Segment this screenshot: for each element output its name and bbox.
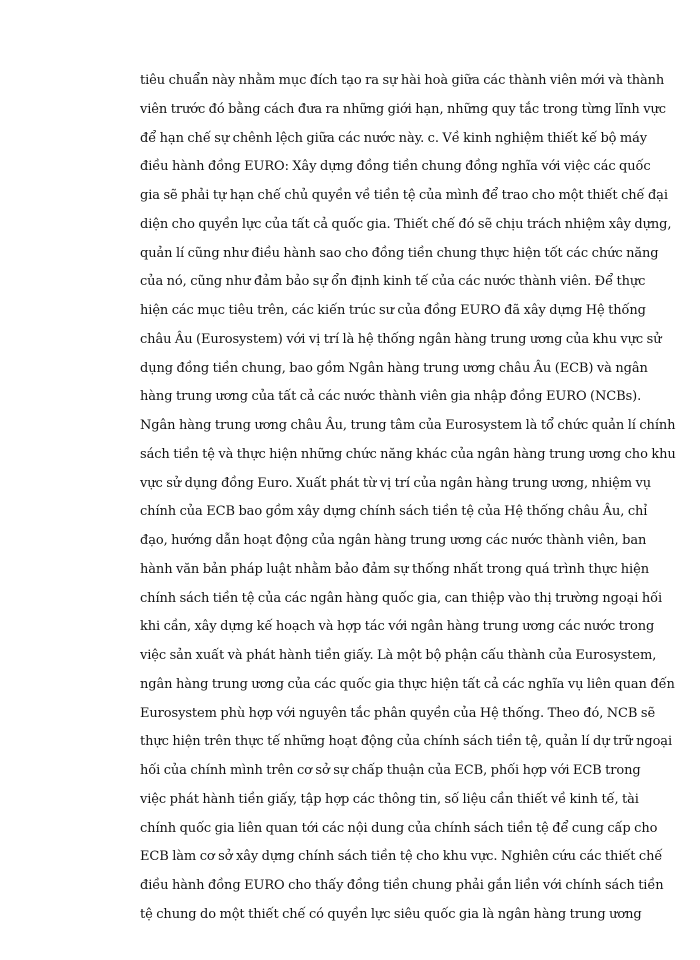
text-line: để hạn chế sự chênh lệch giữa các nước này. c. Về kinh nghiệm thiết kế bộ máy <box>140 130 648 146</box>
text-line: của nó, cũng như đảm bảo sự ổn định kinh tế của các nước thành viên. Để thực <box>140 274 646 290</box>
text-line: dụng đồng tiền chung, bao gồm Ngân hàng trung ương châu Âu (ECB) và ngân <box>140 360 648 376</box>
text-line: đạo, hướng dẫn hoạt động của ngân hàng trung ương các nước thành viên, ban <box>140 533 647 548</box>
text-line: chính sách tiền tệ của các ngân hàng quốc gia, can thiệp vào thị trường ngoại hối <box>140 590 663 606</box>
text-line: chính quốc gia liên quan tới các nội dung của chính sách tiền tệ để cung cấp cho <box>140 820 658 836</box>
text-line: tệ chung do một thiết chế có quyền lực siêu quốc gia là ngân hàng trung ương <box>140 906 642 922</box>
text-line: hối của chính mình trên cơ sở sự chấp thuận của ECB, phối hợp với ECB trong <box>140 763 641 778</box>
text-line: chính của ECB bao gồm xây dựng chính sách tiền tệ của Hệ thống châu Âu, chỉ <box>140 504 648 520</box>
text-line: quản lí cũng như điều hành sao cho đồng tiền chung thực hiện tốt các chức năng <box>140 245 659 261</box>
text-line: việc sản xuất và phát hành tiền giấy. Là một bộ phận cấu thành của Eurosystem, <box>140 648 657 663</box>
text-line: hành văn bản pháp luật nhằm bảo đảm sự thống nhất trong quá trình thực hiện <box>140 561 649 577</box>
text-line: Ngân hàng trung ương châu Âu, trung tâm của Eurosystem là tổ chức quản lí chính <box>140 418 676 433</box>
text-line: việc phát hành tiền giấy, tập hợp các thông tin, số liệu cần thiết về kinh tế, tài <box>140 791 639 807</box>
text-line: tiêu chuẩn này nhằm mục đích tạo ra sự hài hoà giữa các thành viên mới và thành <box>140 73 665 88</box>
text-line: gia sẽ phải tự hạn chế chủ quyền về tiền tệ của mình để trao cho một thiết chế đại <box>140 188 668 203</box>
text-line: châu Âu (Eurosystem) với vị trí là hệ thống ngân hàng trung ương của khu vực sử <box>140 331 662 347</box>
body-text <box>140 67 676 930</box>
text-line: diện cho quyền lực của tất cả quốc gia. Thiết chế đó sẽ chịu trách nhiệm xây dựng, <box>140 216 672 232</box>
text-line: viên trước đó bằng cách đưa ra những giới hạn, những quy tắc trong từng lĩnh vực <box>140 101 666 117</box>
text-line: sách tiền tệ và thực hiện những chức năng khác của ngân hàng trung ương cho khu <box>140 446 676 462</box>
text-line: điều hành đồng EURO: Xây dựng đồng tiền chung đồng nghĩa với việc các quốc <box>140 159 651 175</box>
text-line: Eurosystem phù hợp với nguyên tắc phân quyền của Hệ thống. Theo đó, NCB sẽ <box>140 705 656 721</box>
text-line: khi cần, xây dựng kế hoạch và hợp tác với ngân hàng trung ương các nước trong <box>140 619 655 635</box>
text-line: điều hành đồng EURO cho thấy đồng tiền chung phải gắn liền với chính sách tiền <box>140 878 664 893</box>
text-line: thực hiện trên thực tế những hoạt động của chính sách tiền tệ, quản lí dự trữ ngoại <box>140 734 673 750</box>
text-line: ngân hàng trung ương của các quốc gia thực hiện tất cả các nghĩa vụ liên quan đến <box>140 676 675 692</box>
text-line: vực sử dụng đồng Euro. Xuất phát từ vị trí của ngân hàng trung ương, nhiệm vụ <box>140 475 652 491</box>
text-line: hàng trung ương của tất cả các nước thành viên gia nhập đồng EURO (NCBs). <box>140 389 642 405</box>
text-line: hiện các mục tiêu trên, các kiến trúc sư của đồng EURO đã xây dựng Hệ thống <box>140 303 646 318</box>
text-line: ECB làm cơ sở xây dựng chính sách tiền tệ cho khu vực. Nghiên cứu các thiết chế <box>140 849 663 865</box>
